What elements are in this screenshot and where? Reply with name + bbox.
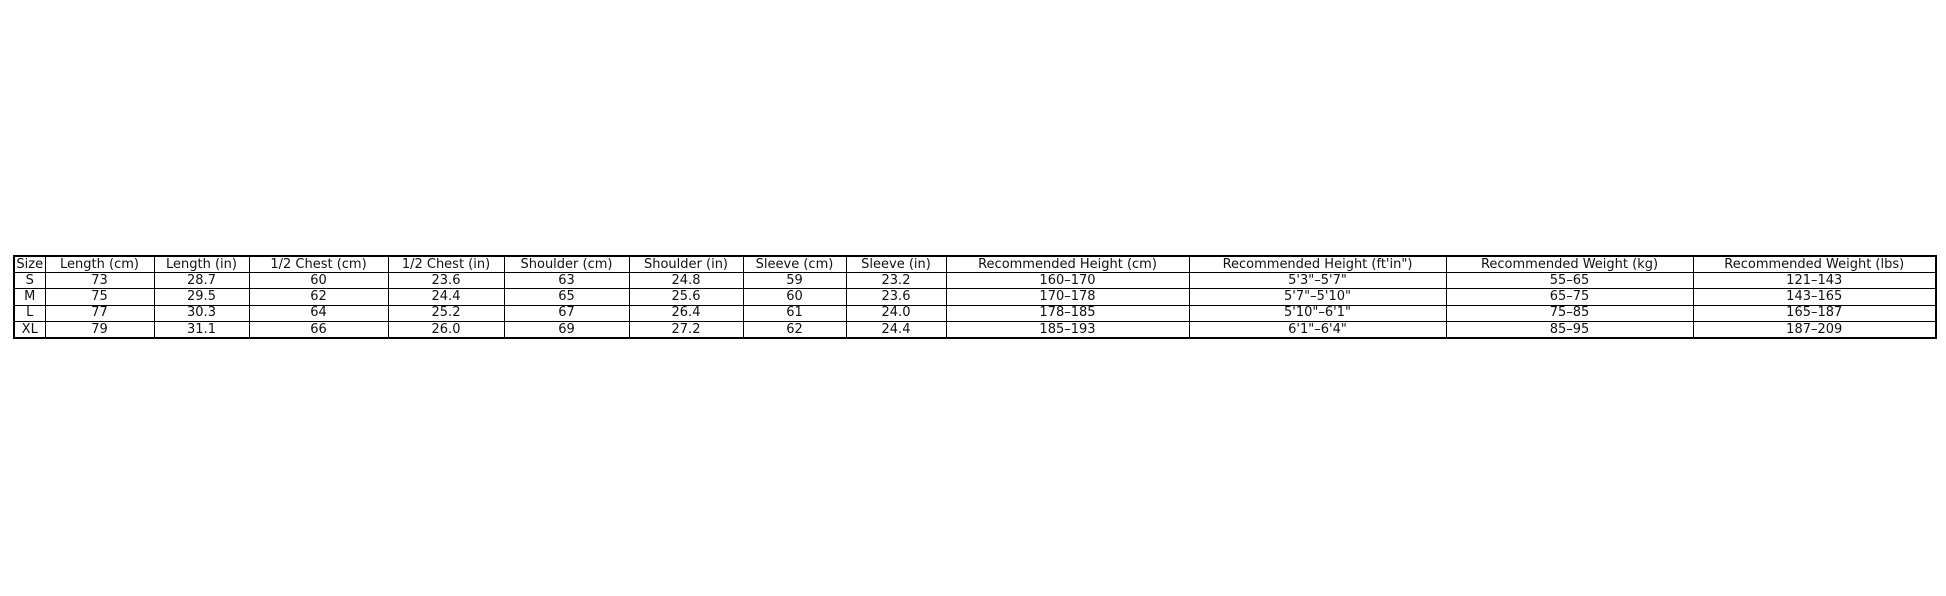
column-header: Shoulder (in) [629, 256, 743, 273]
value-cell: 65 [504, 289, 629, 305]
value-cell: 26.0 [388, 321, 504, 338]
value-cell: 121–143 [1693, 273, 1936, 289]
column-header: 1/2 Chest (cm) [249, 256, 388, 273]
value-cell: 64 [249, 305, 388, 321]
size-cell: L [14, 305, 45, 321]
column-header: Recommended Height (ft'in") [1189, 256, 1446, 273]
value-cell: 24.8 [629, 273, 743, 289]
value-cell: 143–165 [1693, 289, 1936, 305]
value-cell: 73 [45, 273, 154, 289]
size-cell: XL [14, 321, 45, 338]
column-header: Sleeve (cm) [743, 256, 846, 273]
value-cell: 24.4 [846, 321, 946, 338]
value-cell: 62 [249, 289, 388, 305]
value-cell: 187–209 [1693, 321, 1936, 338]
value-cell: 60 [249, 273, 388, 289]
value-cell: 30.3 [154, 305, 249, 321]
column-header: Recommended Weight (kg) [1446, 256, 1693, 273]
value-cell: 170–178 [946, 289, 1189, 305]
value-cell: 31.1 [154, 321, 249, 338]
value-cell: 75 [45, 289, 154, 305]
value-cell: 160–170 [946, 273, 1189, 289]
value-cell: 65–75 [1446, 289, 1693, 305]
value-cell: 61 [743, 305, 846, 321]
size-cell: M [14, 289, 45, 305]
value-cell: 6'1"–6'4" [1189, 321, 1446, 338]
size-cell: S [14, 273, 45, 289]
value-cell: 85–95 [1446, 321, 1693, 338]
value-cell: 27.2 [629, 321, 743, 338]
value-cell: 23.6 [388, 273, 504, 289]
value-cell: 29.5 [154, 289, 249, 305]
column-header: Sleeve (in) [846, 256, 946, 273]
value-cell: 5'10"–6'1" [1189, 305, 1446, 321]
column-header: Size [14, 256, 45, 273]
table-row [14, 273, 1936, 289]
table-row [14, 289, 1936, 305]
value-cell: 5'7"–5'10" [1189, 289, 1446, 305]
value-cell: 66 [249, 321, 388, 338]
table-row [14, 305, 1936, 321]
column-header: Recommended Height (cm) [946, 256, 1189, 273]
size-chart-table [13, 255, 1937, 339]
value-cell: 59 [743, 273, 846, 289]
value-cell: 63 [504, 273, 629, 289]
value-cell: 60 [743, 289, 846, 305]
value-cell: 178–185 [946, 305, 1189, 321]
value-cell: 25.6 [629, 289, 743, 305]
table-header [14, 256, 1936, 273]
column-header: Recommended Weight (lbs) [1693, 256, 1936, 273]
table-body [14, 273, 1936, 338]
column-header: Length (in) [154, 256, 249, 273]
column-header: Shoulder (cm) [504, 256, 629, 273]
value-cell: 23.2 [846, 273, 946, 289]
value-cell: 75–85 [1446, 305, 1693, 321]
table-row [14, 321, 1936, 338]
value-cell: 67 [504, 305, 629, 321]
table-header-row [14, 256, 1936, 273]
value-cell: 25.2 [388, 305, 504, 321]
value-cell: 69 [504, 321, 629, 338]
value-cell: 79 [45, 321, 154, 338]
value-cell: 185–193 [946, 321, 1189, 338]
value-cell: 77 [45, 305, 154, 321]
value-cell: 62 [743, 321, 846, 338]
value-cell: 24.4 [388, 289, 504, 305]
value-cell: 28.7 [154, 273, 249, 289]
value-cell: 24.0 [846, 305, 946, 321]
value-cell: 26.4 [629, 305, 743, 321]
value-cell: 165–187 [1693, 305, 1936, 321]
value-cell: 5'3"–5'7" [1189, 273, 1446, 289]
value-cell: 23.6 [846, 289, 946, 305]
column-header: Length (cm) [45, 256, 154, 273]
column-header: 1/2 Chest (in) [388, 256, 504, 273]
value-cell: 55–65 [1446, 273, 1693, 289]
